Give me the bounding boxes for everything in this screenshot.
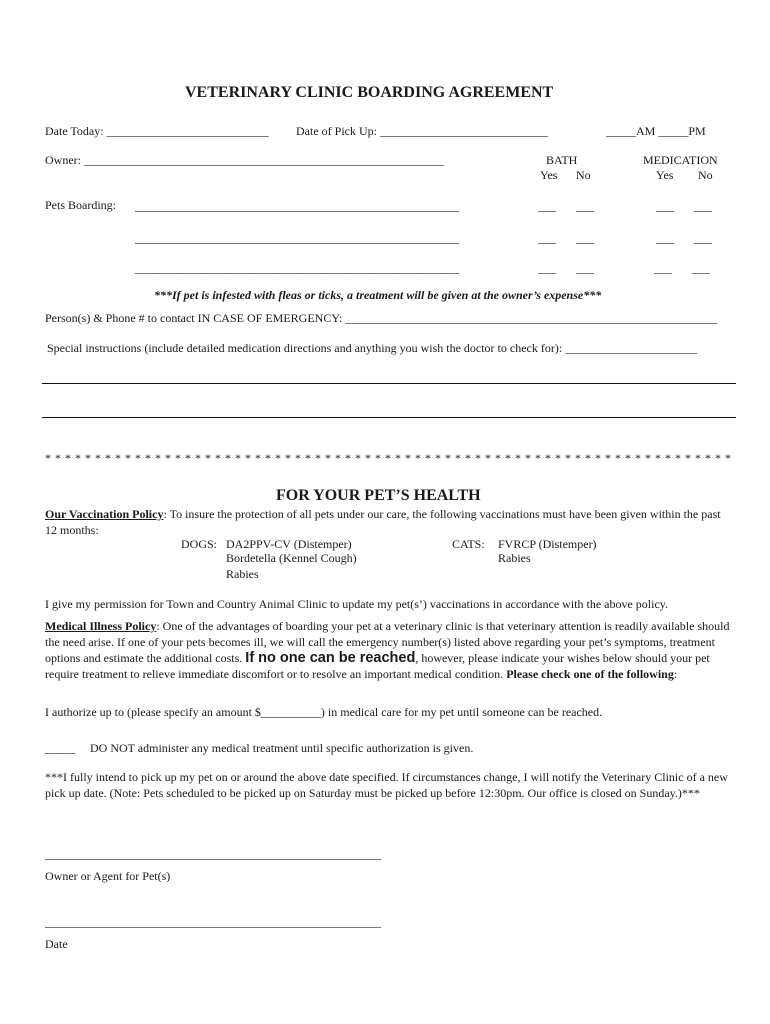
- special-instructions-field[interactable]: Special instructions (include detailed medication directions and anything you wish the doctor to check for): ______________________: [47, 341, 698, 355]
- medical-illness-policy: [45, 618, 735, 682]
- pet-1-bath-yes[interactable]: ___: [538, 199, 556, 213]
- do-not-treat-text: DO NOT administer any medical treatment until specific authorization is given.: [90, 741, 474, 755]
- medical-policy-text-2: , however, please indicate your wishes below should your pet require treatment to relieve immediate discomfort or to resolve an important medical condition.: [45, 651, 710, 681]
- pet-3-line[interactable]: ______________________________________________________: [135, 261, 459, 275]
- pet-2-bath-yes[interactable]: ___: [538, 231, 556, 245]
- vaccination-policy-label: Our Vaccination Policy: [45, 507, 164, 521]
- medical-policy-colon: :: [673, 667, 678, 681]
- owner-signature-line[interactable]: ________________________________________________________: [45, 847, 381, 861]
- pet-1-bath-no[interactable]: ___: [576, 199, 594, 213]
- authorize-amount-option[interactable]: I authorize up to (please specify an amount $__________) in medical care for my pet until someone can be reached.: [45, 705, 603, 719]
- cat-vaccine: Rabies: [498, 551, 531, 565]
- date-label: Date: [45, 937, 68, 951]
- pet-2-bath-no[interactable]: ___: [576, 231, 594, 245]
- pet-3-med-yes[interactable]: ___: [654, 261, 672, 275]
- medication-header: MEDICATION: [643, 153, 718, 167]
- medical-policy-text: : One of the advantages of boarding your pet at a veterinary clinic is that veterinary attention is readily available should the need arise. If one of your pets becomes ill, we will call the emergency number(s) listed above regarding your pet’s symptoms, treatment options and estimate the additional costs.: [45, 619, 730, 665]
- medication-no-label: No: [698, 168, 713, 182]
- pet-1-line[interactable]: ______________________________________________________: [135, 199, 459, 213]
- dog-vaccine: Bordetella (Kennel Cough): [226, 551, 357, 565]
- health-heading: FOR YOUR PET’S HEALTH: [276, 487, 481, 504]
- dog-vaccine: DA2PPV-CV (Distemper): [226, 537, 352, 551]
- medical-policy-label: Medical Illness Policy: [45, 619, 157, 633]
- emergency-contact-field[interactable]: Person(s) & Phone # to contact IN CASE OF EMERGENCY: ______________________________________________________________: [45, 311, 718, 325]
- pet-1-med-no[interactable]: ___: [694, 199, 712, 213]
- owner-field[interactable]: Owner: ____________________________________________________________: [45, 153, 444, 167]
- cat-vaccine: FVRCP (Distemper): [498, 537, 597, 551]
- pet-2-med-no[interactable]: ___: [694, 231, 712, 245]
- pet-2-line[interactable]: ______________________________________________________: [135, 231, 459, 245]
- do-not-treat-checkbox[interactable]: _____: [45, 741, 75, 755]
- vaccination-policy-text: : To insure the protection of all pets under our care, the following vaccinations must have been given within the past 12 months:: [45, 507, 721, 537]
- vaccination-permission: I give my permission for Town and Country Animal Clinic to update my pet(s’) vaccinations in accordance with the above policy.: [45, 597, 669, 611]
- pet-3-bath-no[interactable]: ___: [576, 261, 594, 275]
- owner-agent-label: Owner or Agent for Pet(s): [45, 869, 171, 883]
- flea-notice: ***If pet is infested with fleas or ticks, a treatment will be given at the owner’s expense***: [154, 288, 602, 302]
- pet-3-bath-yes[interactable]: ___: [538, 261, 556, 275]
- medication-yes-label: Yes: [656, 168, 674, 182]
- dog-vaccine: Rabies: [226, 567, 259, 581]
- pickup-time-field[interactable]: _____AM _____PM: [606, 124, 706, 138]
- vaccination-policy: [45, 507, 735, 538]
- date-signature-line[interactable]: ________________________________________________________: [45, 915, 381, 929]
- pet-1-med-yes[interactable]: ___: [656, 199, 674, 213]
- bath-no-label: No: [576, 168, 591, 182]
- check-one-instruction: Please check one of the following: [506, 667, 674, 681]
- bath-header: BATH: [546, 153, 578, 167]
- pickup-note: ***I fully intend to pick up my pet on or around the above date specified. If circumstances change, I will notify the Veterinary Clinic of a new pick up date. (Note: Pets scheduled to be picked up on Saturday must be picked up before 12:30pm. Our office is closed on Sunday.)***: [45, 770, 728, 800]
- bath-yes-label: Yes: [540, 168, 558, 182]
- pet-2-med-yes[interactable]: ___: [656, 231, 674, 245]
- cats-label: CATS:: [452, 537, 485, 551]
- special-instructions-line-2[interactable]: [42, 417, 736, 418]
- no-one-reached-emphasis: If no one can be reached: [245, 650, 416, 666]
- document-title: VETERINARY CLINIC BOARDING AGREEMENT: [185, 84, 554, 101]
- pickup-date-field[interactable]: Date of Pick Up: ____________________________: [296, 124, 548, 138]
- date-today-field[interactable]: Date Today: ___________________________: [45, 124, 269, 138]
- pet-3-med-no[interactable]: ___: [692, 261, 710, 275]
- star-divider: * * * * * * * * * * * * * * * * * * * * * * * * * * * * * * * * * * * * * * * * * * * * * * * * * * * * * * * * * * * * * * * * * * * * *: [45, 451, 732, 465]
- special-instructions-line-1[interactable]: [42, 383, 736, 384]
- pets-boarding-label: Pets Boarding:: [45, 198, 116, 212]
- dogs-label: DOGS:: [181, 537, 218, 551]
